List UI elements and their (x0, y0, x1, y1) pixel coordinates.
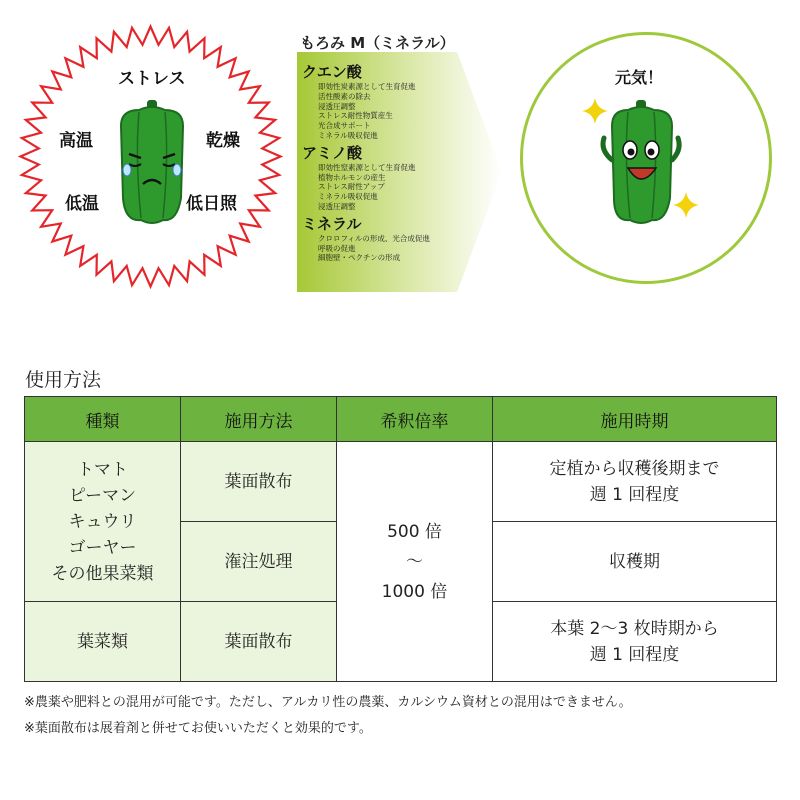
header-cell-dilution: 希釈倍率 (337, 397, 493, 442)
stress-word-dry: 乾燥 (206, 131, 240, 151)
group-item: ミネラル吸収促進 (318, 192, 378, 202)
cell-timing-leaf (493, 602, 777, 682)
crop-name: その他果菜類 (51, 563, 154, 584)
group-citric-acid (302, 62, 492, 141)
sparkle-icon (582, 98, 608, 124)
group-item: 浸透圧調整 (318, 101, 356, 111)
effect-list (302, 60, 492, 263)
group-item: ストレス耐性アップ (318, 182, 385, 192)
group-title: アミノ酸 (302, 143, 363, 162)
group-item: 即効性窒素源として生育促進 (318, 162, 416, 172)
cell-method-spray: 葉面散布 (181, 442, 337, 522)
stress-word-high-temp: 高温 (59, 131, 93, 151)
group-item: 呼吸の促進 (318, 243, 356, 253)
panel-title: もろみ M（ミネラル） (300, 34, 455, 52)
note-spreader: ※葉面散布は展着剤と併せてお使いいただくと効果的です。 (24, 721, 372, 736)
group-item: ミネラル吸収促進 (318, 130, 378, 140)
cell-dilution (337, 442, 493, 682)
crop-name: キュウリ (68, 511, 137, 532)
stress-word-stress: ストレス (118, 69, 186, 89)
stress-word-low-temp: 低温 (65, 194, 99, 214)
timing-line: 週 1 回程度 (589, 484, 680, 505)
stress-word-low-sunlight: 低日照 (186, 194, 237, 214)
dilution-high: 1000 倍 (381, 581, 448, 602)
header-cell-method: 施用方法 (181, 397, 337, 442)
timing-line: 定植から収穫後期まで (549, 458, 720, 479)
cell-method-spray-leaf: 葉面散布 (181, 602, 337, 682)
crop-name: トマト (77, 459, 128, 480)
header-cell-timing: 施用時期 (493, 397, 777, 442)
group-item: 即効性炭素源として生育促進 (318, 82, 416, 91)
group-title: ミネラル (302, 214, 362, 233)
cell-timing-irrigate: 収穫期 (493, 522, 777, 602)
happy-pepper-character (598, 98, 684, 228)
group-item: 光合成サポート (318, 121, 371, 131)
group-amino-acid (302, 143, 492, 212)
sparkle-icon (673, 192, 699, 218)
group-item: 植物ホルモンの産生 (318, 172, 386, 182)
group-item: ストレス耐性物質産生 (318, 111, 393, 121)
cell-method-irrigate: 潅注処理 (181, 522, 337, 602)
cell-leaf-crops: 葉菜類 (25, 602, 181, 682)
header-cell-type: 種類 (25, 397, 181, 442)
timing-line: 本葉 2〜3 枚時期から (550, 618, 719, 639)
dilution-low: 500 倍 (387, 521, 442, 542)
usage-table (24, 396, 777, 682)
group-item: クロロフィルの形成、光合成促進 (318, 233, 430, 243)
table-row (25, 442, 777, 522)
note-mixing: ※農薬や肥料との混用が可能です。ただし、アルカリ性の農薬、カルシウム資材との混用はできません。 (24, 695, 632, 710)
group-item: 活性酸素の除去 (318, 91, 371, 101)
table-header-row (25, 397, 777, 442)
usage-title: 使用方法 (25, 369, 102, 391)
cell-fruit-crops (25, 442, 181, 602)
cell-timing-spray (493, 442, 777, 522)
group-mineral (302, 214, 492, 263)
crop-name: ピーマン (68, 485, 137, 506)
group-title: クエン酸 (302, 63, 362, 81)
group-item: 細胞壁・ペクチンの形成 (318, 253, 401, 263)
sad-pepper-character (111, 98, 193, 228)
dilution-tilde: 〜 (406, 551, 423, 572)
crop-name: ゴーヤー (68, 537, 137, 558)
timing-line: 週 1 回程度 (589, 644, 680, 665)
group-item: 浸透圧調整 (318, 201, 356, 211)
healthy-word: 元気！ (615, 68, 664, 87)
